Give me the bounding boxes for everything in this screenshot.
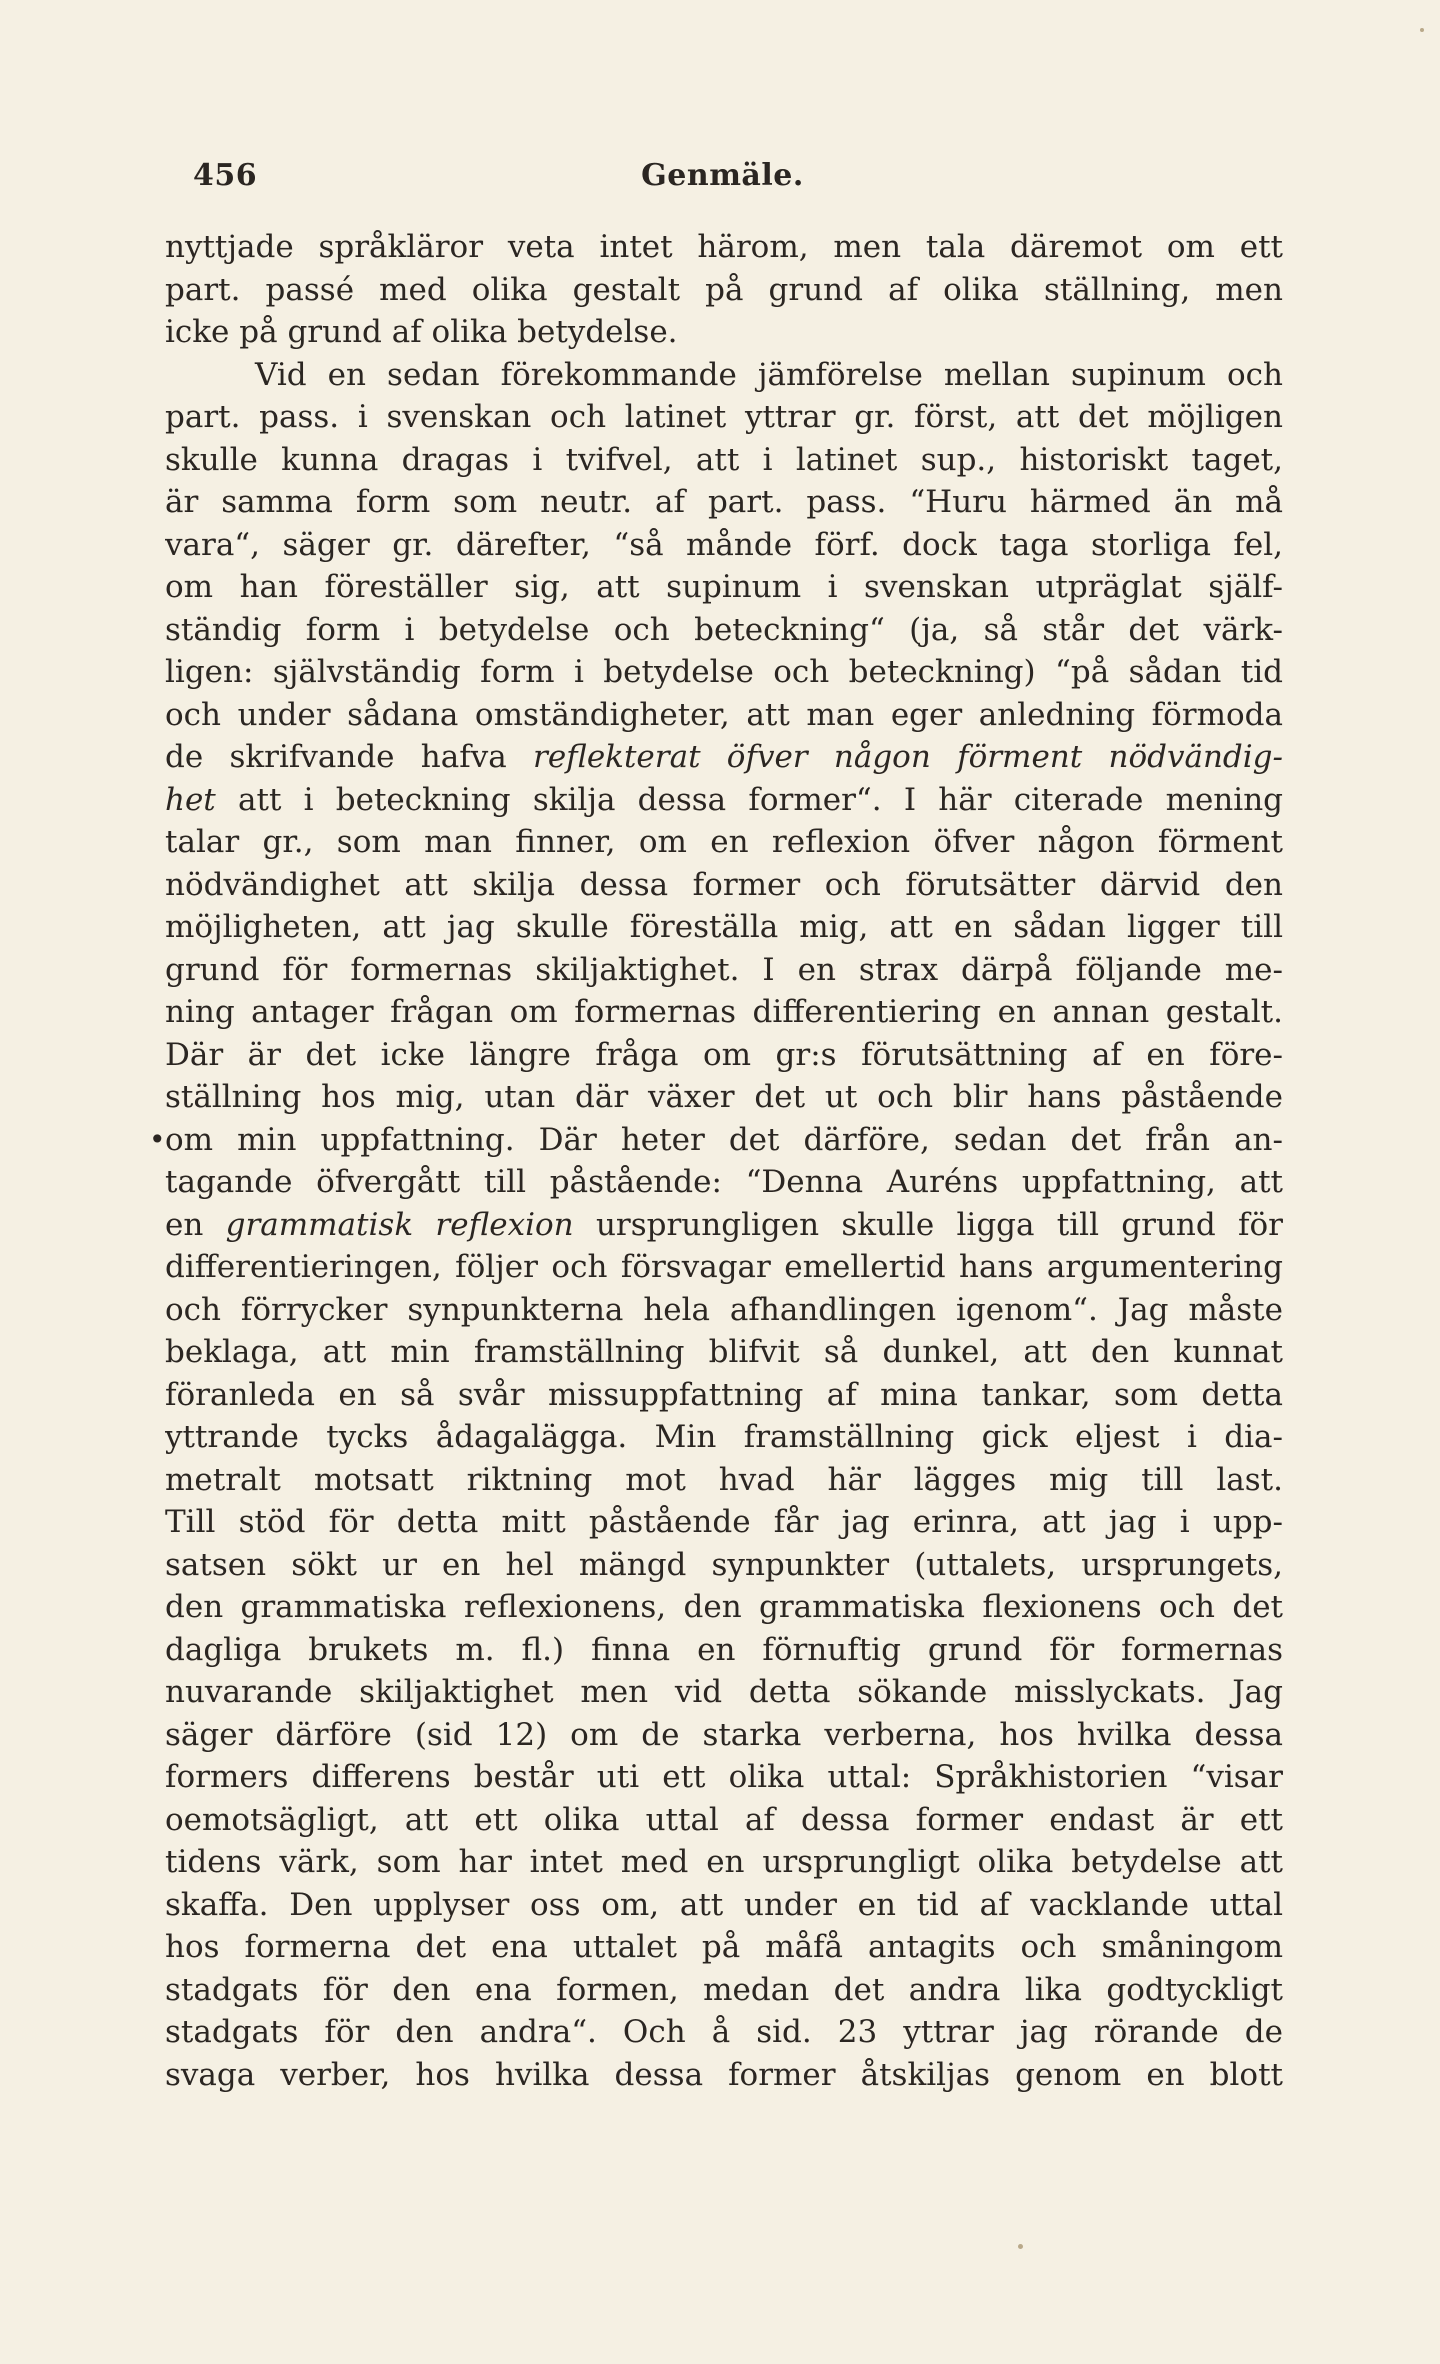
text-line-36: säger därföre (sid 12) om de starka verberna, hos hvilka dessa (165, 1716, 1283, 1753)
text-line-18: grund för formernas skiljaktighet. I en strax därpå följande me- (165, 951, 1283, 988)
text-line-9: om han föreställer sig, att supinum i svenskan utpräglat själf- (165, 569, 1283, 605)
text-line-31: Till stöd för detta mitt påstående får jag erinra, att jag i upp- (165, 1504, 1283, 1540)
text-line-5: part. pass. i svenskan och latinet yttrar gr. först, att det möjligen (165, 399, 1283, 435)
paper-speck (1420, 28, 1424, 32)
text-line-24-a: en (165, 1206, 204, 1243)
text-line-11: ligen: självständig form i betydelse och beteckning) “på sådan tid (165, 654, 1283, 690)
body-text (149, 226, 1283, 2096)
italic-phrase-het: het (165, 781, 216, 818)
margin-mark: • (149, 1122, 166, 1156)
text-line-25: differentieringen, följer och försvagar emellertid hans argumentering (165, 1249, 1283, 1285)
page-number: 456 (193, 158, 258, 193)
paper-speck (1018, 2244, 1023, 2249)
text-line-12: och under sådana omständigheter, att man eger anledning förmoda (165, 696, 1283, 733)
text-line-14 (165, 779, 1283, 822)
text-line-13-a: de skrifvande hafva (165, 739, 507, 775)
text-line-1: nyttjade språkläror veta intet härom, men tala däremot om ett (165, 229, 1283, 265)
text-line-44: svaga verber, hos hvilka dessa former åtskiljas genom en blott (165, 2056, 1283, 2093)
text-line-17: möjligheten, att jag skulle föreställa mig, att en sådan ligger till (165, 909, 1283, 945)
running-head: Genmäle. (641, 158, 804, 193)
text-line-21: ställning hos mig, utan där växer det ut och blir hans påstående (165, 1079, 1283, 1115)
text-line-22-text: om min uppfattning. Där heter det därföre, sedan det från an- (165, 1121, 1283, 1158)
text-line-35: nuvarande skiljaktighet men vid detta sökande misslyckats. Jag (165, 1674, 1283, 1710)
text-line-33: den grammatiska reflexionens, den grammatiska flexionens och det (165, 1589, 1283, 1625)
text-line-28: föranleda en så svår missuppfattning af mina tankar, som detta (165, 1376, 1283, 1413)
text-line-40: skaffa. Den upplyser oss om, att under en tid af vacklande uttal (165, 1886, 1283, 1923)
text-line-6: skulle kunna dragas i tvifvel, att i latinet sup., historiskt taget, (165, 441, 1283, 478)
text-line-43: stadgats för den andra“. Och å sid. 23 yttrar jag rörande de (165, 2014, 1283, 2050)
text-line-42: stadgats för den ena formen, medan det andra lika godtyckligt (165, 1971, 1283, 2008)
text-line-37: formers differens består uti ett olika uttal: Språkhistorien “visar (165, 1759, 1283, 1795)
text-line-3: icke på grund af olika betydelse. (165, 314, 678, 350)
text-line-27: beklaga, att min framställning blifvit så dunkel, att den kunnat (165, 1334, 1283, 1370)
text-line-7: är samma form som neutr. af part. pass. “Huru härmed än må (165, 484, 1283, 520)
text-line-13 (165, 736, 1283, 779)
text-line-24 (165, 1204, 1283, 1247)
text-line-32: satsen sökt ur en hel mängd synpunkter (uttalets, ursprungets, (165, 1546, 1283, 1583)
text-line-23: tagande öfvergått till påstående: “Denna Auréns uppfattning, att (165, 1164, 1283, 1200)
text-line-10: ständig form i betydelse och beteckning“ (ja, så står det värk- (165, 611, 1283, 648)
text-line-39: tidens värk, som har intet med en ursprungligt olika betydelse att (165, 1844, 1283, 1880)
text-line-4: Vid en sedan förekommande jämförelse mellan supinum och (255, 356, 1283, 393)
text-line-24-c: ursprungligen skulle ligga till grund för (595, 1206, 1283, 1243)
text-line-29: yttrande tycks ådagalägga. Min framställning gick eljest i dia- (165, 1419, 1283, 1455)
text-line-22 (149, 1119, 1283, 1162)
text-line-14-b: att i beteckning skilja dessa former“. I här citerade mening (238, 781, 1283, 818)
text-line-34: dagliga brukets m. fl.) finna en förnuftig grund för formernas (165, 1631, 1283, 1668)
text-line-15: talar gr., som man finner, om en reflexion öfver någon förment (165, 824, 1283, 860)
italic-phrase-grammatisk-reflexion: grammatisk reflexion (225, 1206, 574, 1243)
text-line-41: hos formerna det ena uttalet på måfå antagits och småningom (165, 1929, 1283, 1965)
text-line-30: metralt motsatt riktning mot hvad här lägges mig till last. (165, 1461, 1283, 1498)
text-line-38: oemotsägligt, att ett olika uttal af dessa former endast är ett (165, 1801, 1283, 1838)
text-line-8: vara“, säger gr. därefter, “så månde förf. dock taga storliga fel, (165, 526, 1283, 563)
text-line-26: och förrycker synpunkterna hela afhandlingen igenom“. Jag måste (165, 1291, 1283, 1328)
text-line-19: ning antager frågan om formernas differentiering en annan gestalt. (165, 994, 1283, 1030)
text-line-16: nödvändighet att skilja dessa former och förutsätter därvid den (165, 866, 1283, 903)
text-line-20: Där är det icke längre fråga om gr:s förutsättning af en före- (165, 1036, 1283, 1073)
text-line-2: part. passé med olika gestalt på grund af olika ställning, men (165, 271, 1283, 308)
italic-phrase-reflekterat: reflekterat öfver någon förment nödvändig- (533, 739, 1283, 775)
page-header (165, 158, 1280, 198)
